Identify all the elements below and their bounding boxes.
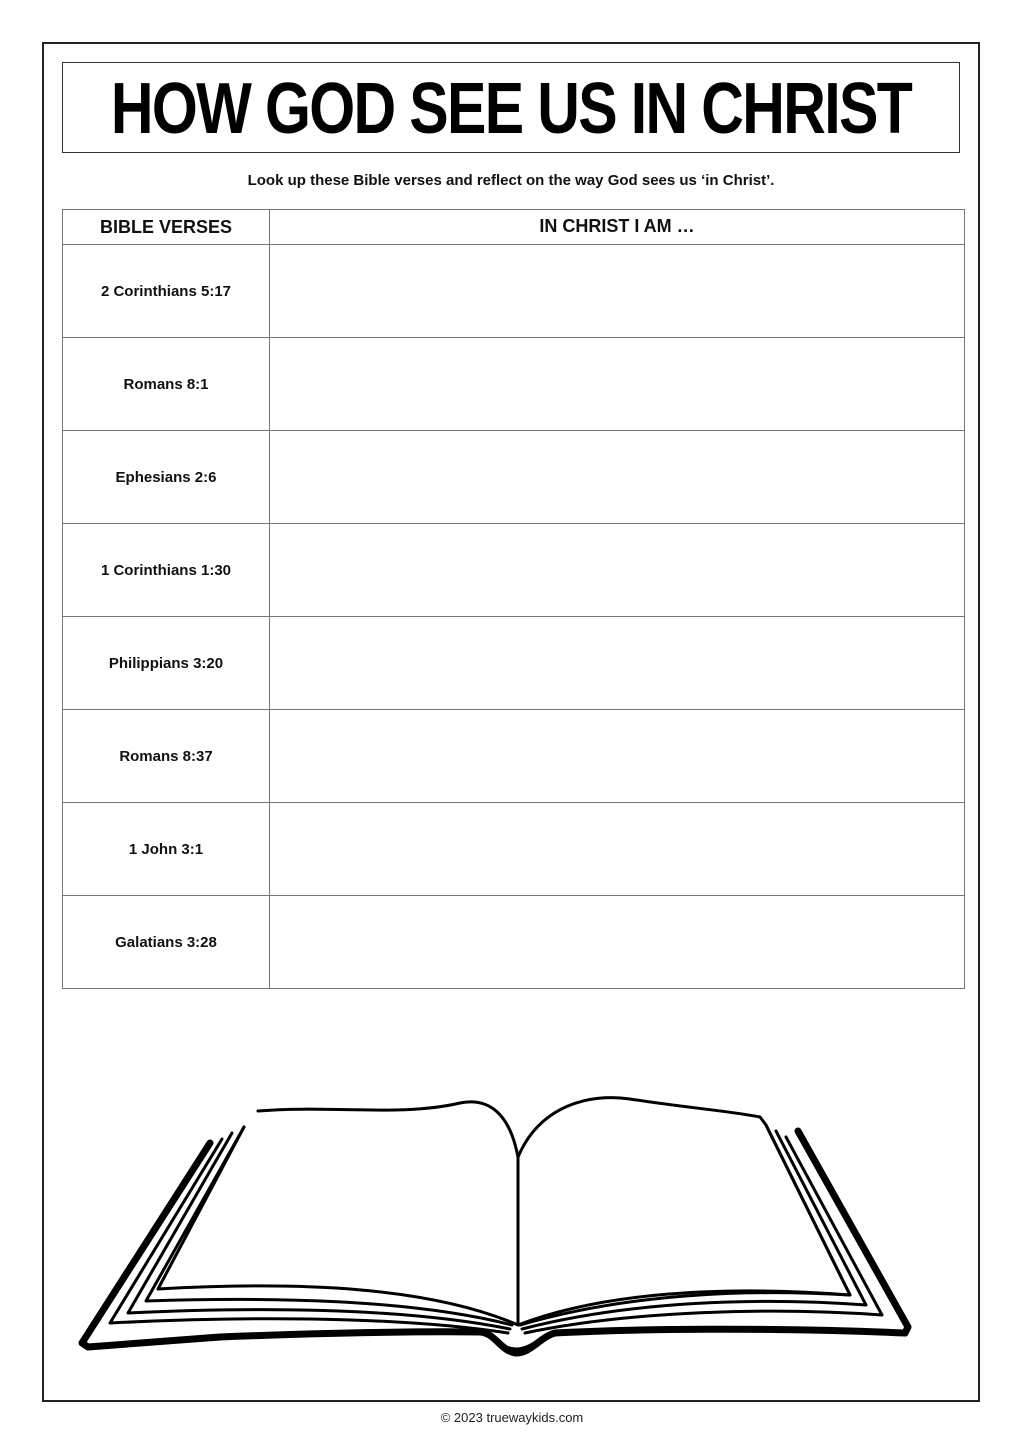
table-row: [63, 245, 965, 338]
verse-reference: Philippians 3:20: [63, 617, 270, 710]
answer-cell[interactable]: [270, 338, 965, 431]
table-header-row: [63, 210, 965, 245]
answer-cell[interactable]: [270, 710, 965, 803]
table-row: [63, 710, 965, 803]
verse-reference: Romans 8:37: [63, 710, 270, 803]
table-row: [63, 431, 965, 524]
table-row: [63, 338, 965, 431]
answer-cell[interactable]: [270, 896, 965, 989]
verse-reference: 1 Corinthians 1:30: [63, 524, 270, 617]
table-row: [63, 896, 965, 989]
open-bible-icon: [70, 1075, 920, 1365]
answer-cell[interactable]: [270, 524, 965, 617]
copyright-footer: © 2023 truewaykids.com: [440, 1410, 584, 1425]
instructions-text: Look up these Bible verses and reflect on the way God sees us ‘in Christ’.: [247, 172, 775, 189]
verses-table: [62, 209, 965, 989]
answer-cell[interactable]: [270, 431, 965, 524]
verse-reference: Romans 8:1: [63, 338, 270, 431]
table-row: [63, 524, 965, 617]
column-header-bible-verses: BIBLE VERSES: [63, 210, 270, 245]
page-title: HOW GOD SEE US IN CHRIST: [110, 68, 912, 149]
answer-cell[interactable]: [270, 803, 965, 896]
title-banner: [62, 62, 960, 153]
verse-reference: 1 John 3:1: [63, 803, 270, 896]
answer-cell[interactable]: [270, 245, 965, 338]
verse-reference: Ephesians 2:6: [63, 431, 270, 524]
verse-reference: 2 Corinthians 5:17: [63, 245, 270, 338]
table-row: [63, 617, 965, 710]
answer-cell[interactable]: [270, 617, 965, 710]
verse-reference: Galatians 3:28: [63, 896, 270, 989]
table-row: [63, 803, 965, 896]
column-header-in-christ: IN CHRIST I AM …: [270, 210, 965, 245]
